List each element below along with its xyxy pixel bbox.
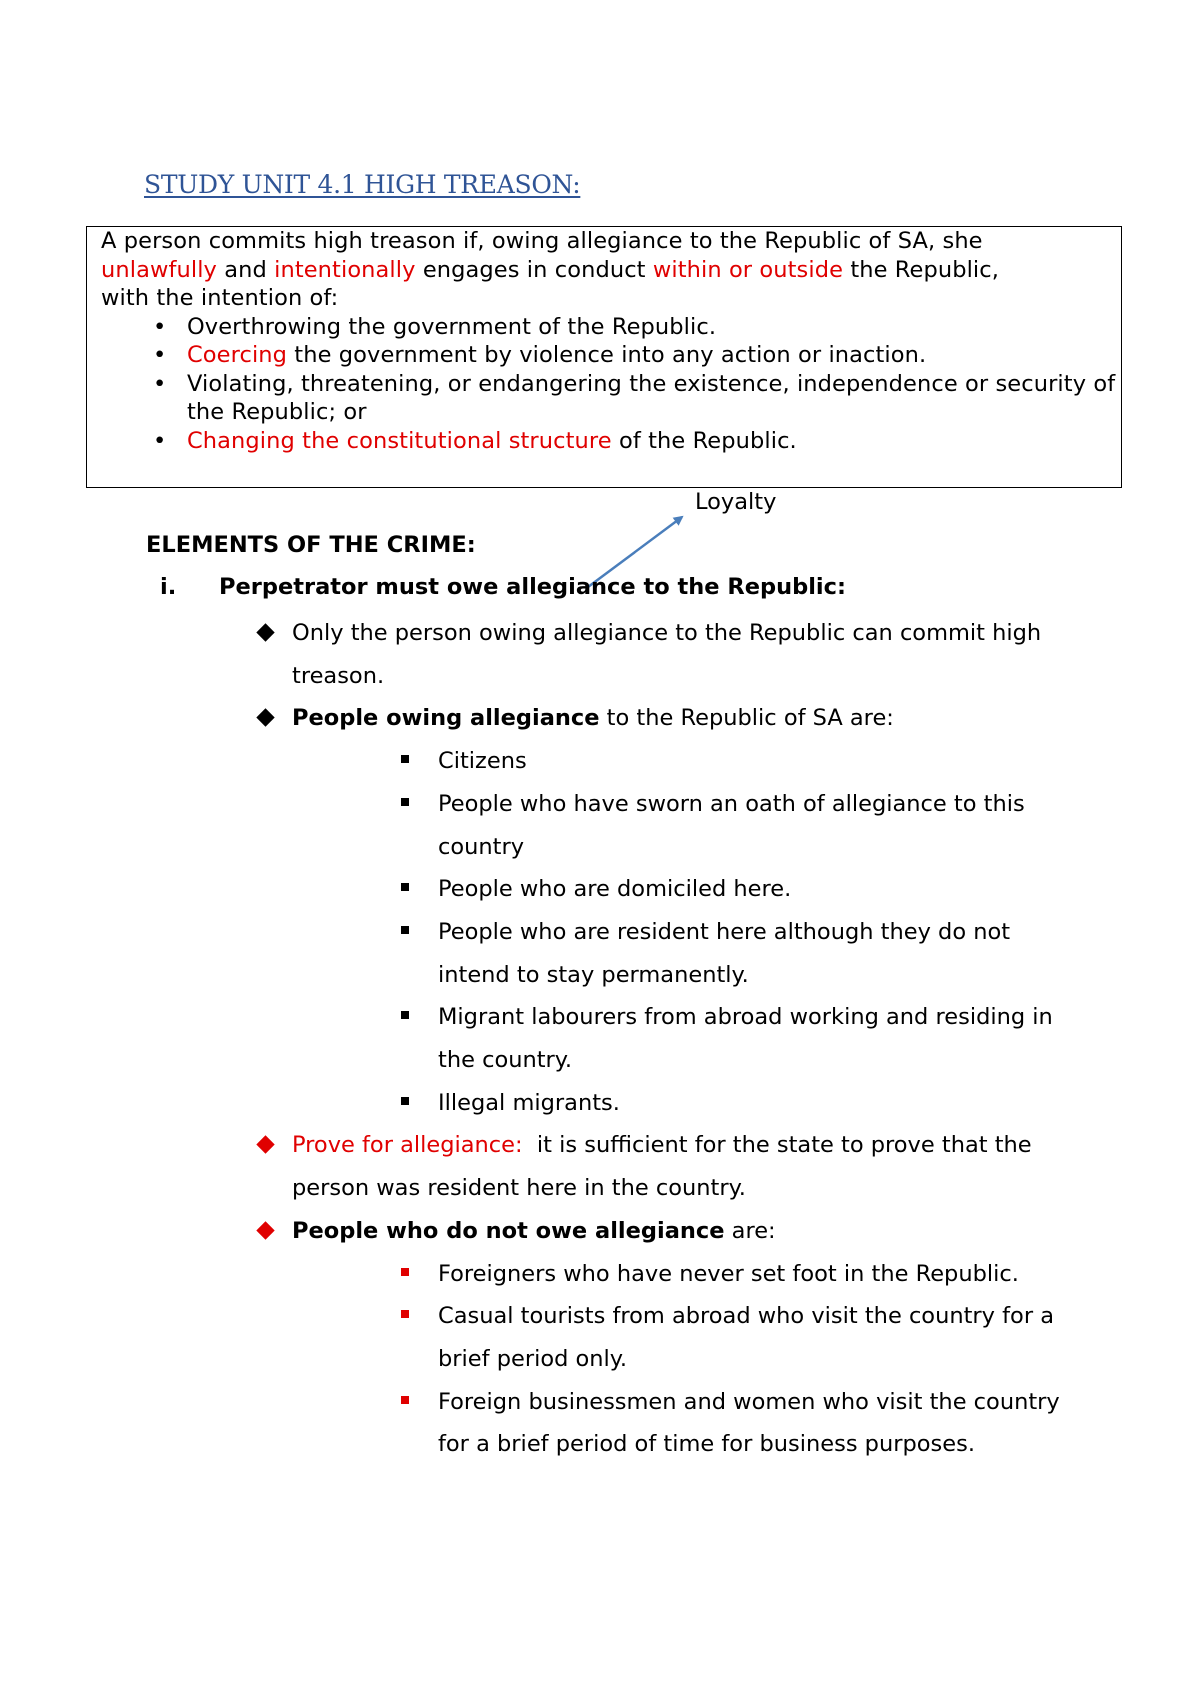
- sub-list-item: Foreign businessmen and women who visit the country for a brief period of time for business purposes.: [0, 1381, 1078, 1466]
- definition-within-outside: within or outside: [652, 256, 844, 283]
- definition-intentionally: intentionally: [274, 256, 416, 283]
- diamond-bullet-icon: [256, 709, 274, 727]
- elements-content: [0, 612, 1200, 1466]
- sub-list-item: Migrant labourers from abroad working and residing in the country.: [0, 996, 1078, 1081]
- diamond-bullet-icon: [256, 1136, 274, 1154]
- square-bullet-icon: [401, 1268, 409, 1276]
- element-title: Perpetrator must owe allegiance to the Republic:: [219, 574, 846, 600]
- bullet-icon: •: [153, 342, 167, 368]
- definition-line-1: A person commits high treason if, owing allegiance to the Republic of SA, she: [101, 228, 983, 254]
- loyalty-annotation: Loyalty: [695, 489, 777, 515]
- list-item: Only the person owing allegiance to the Republic can commit high treason.: [0, 612, 1072, 697]
- list-item: Prove for allegiance: it is sufficient for the state to prove that the person was resident here in the country.: [0, 1124, 1072, 1209]
- definition-unlawfully: unlawfully: [101, 256, 217, 283]
- square-bullet-icon: [401, 755, 409, 763]
- square-bullet-icon: [401, 798, 409, 806]
- intention-item: • Overthrowing the government of the Republic.: [153, 313, 717, 340]
- sub-list-item: Illegal migrants.: [0, 1082, 1078, 1125]
- sub-list-item: Casual tourists from abroad who visit the country for a brief period only.: [0, 1295, 1078, 1380]
- square-bullet-icon: [401, 926, 409, 934]
- list-item: People who do not owe allegiance are:: [0, 1210, 1072, 1253]
- sub-list-item: Foreigners who have never set foot in the Republic.: [0, 1253, 1078, 1296]
- sub-list-item: People who are domiciled here.: [0, 868, 1078, 911]
- intention-item: • Coercing the government by violence into any action or inaction.: [153, 342, 927, 368]
- diamond-bullet-icon: [256, 623, 274, 641]
- element-i-heading: [160, 574, 846, 600]
- page-title: STUDY UNIT 4.1 HIGH TREASON:: [144, 170, 581, 199]
- sub-list-item: People who have sworn an oath of allegiance to this country: [0, 783, 1078, 868]
- square-bullet-icon: [401, 883, 409, 891]
- definition-and: and: [216, 256, 275, 283]
- intention-item: • Violating, threatening, or endangering the existence, independence or security of the Republic; or: [153, 370, 1116, 425]
- sub-list-item: Citizens: [0, 740, 1078, 783]
- bullet-icon: •: [153, 427, 167, 454]
- element-number: i.: [160, 574, 177, 600]
- square-bullet-icon: [401, 1097, 409, 1105]
- elements-heading: ELEMENTS OF THE CRIME:: [146, 532, 476, 558]
- list-item: People owing allegiance to the Republic of SA are:: [0, 697, 1072, 740]
- definition-line-3: with the intention of:: [101, 285, 339, 311]
- square-bullet-icon: [401, 1396, 409, 1404]
- square-bullet-icon: [401, 1310, 409, 1318]
- definition-the-republic: the Republic,: [843, 256, 1000, 283]
- bullet-icon: •: [153, 313, 167, 340]
- diamond-bullet-icon: [256, 1221, 274, 1239]
- sub-list-item: People who are resident here although they do not intend to stay permanently.: [0, 911, 1078, 996]
- intention-item: • Changing the constitutional structure of the Republic.: [153, 427, 797, 454]
- definition-engages: engages in conduct: [415, 256, 653, 283]
- bullet-icon: •: [153, 370, 167, 397]
- square-bullet-icon: [401, 1011, 409, 1019]
